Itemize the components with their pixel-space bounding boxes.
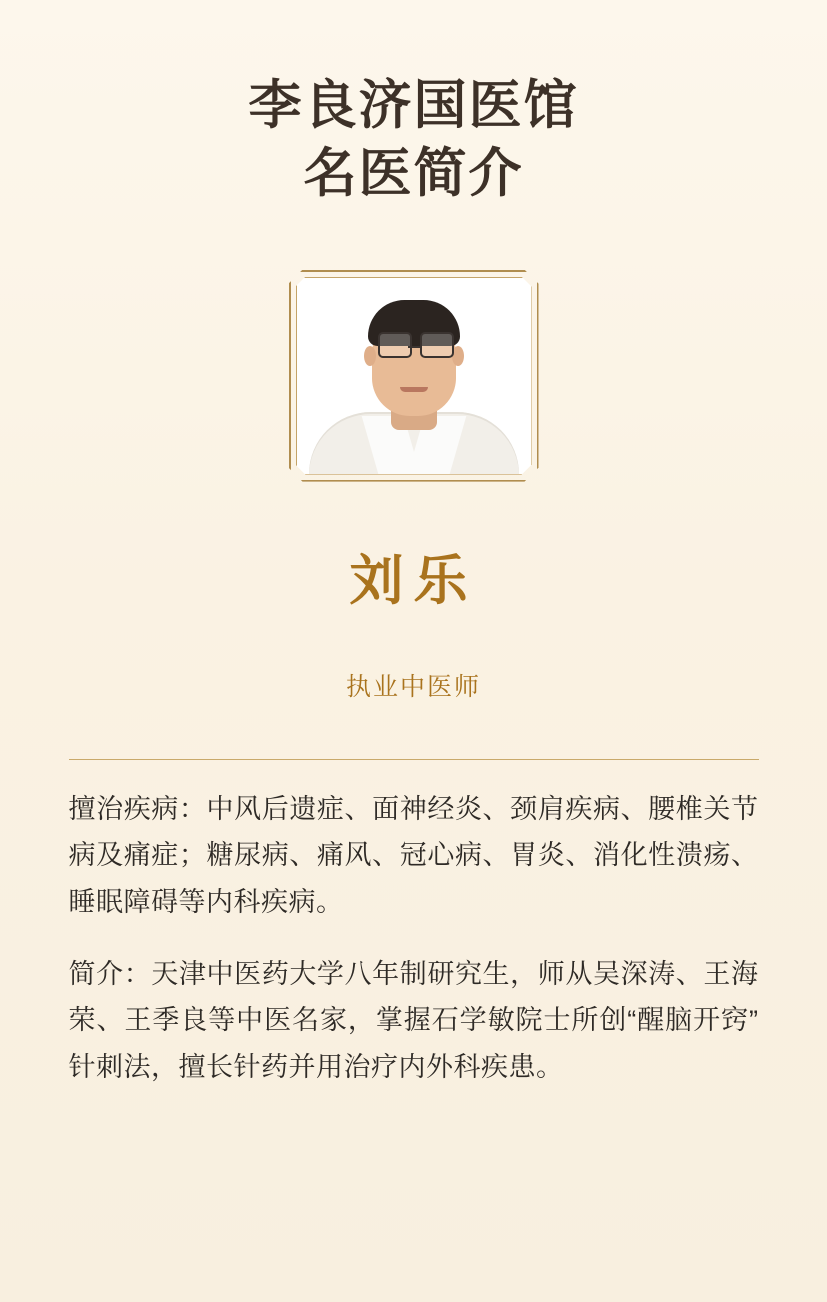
- title-line-secondary: 名医简介: [303, 141, 524, 204]
- doctor-description: [69, 786, 759, 1091]
- frame-inner-border: [296, 277, 532, 475]
- portrait-glasses-right: [420, 332, 454, 358]
- specialties-paragraph: 擅治疾病：中风后遗症、面神经炎、颈肩疾病、腰椎关节病及痛症；糖尿病、痛风、冠心病、胃炎、消化性溃疡、睡眠障碍等内科疾病。: [68, 793, 759, 917]
- doctor-portrait-photo: [297, 278, 531, 474]
- doctor-role: 执业中医师: [345, 672, 481, 701]
- portrait-ear-left: [364, 346, 376, 366]
- page-title: [249, 72, 579, 208]
- portrait-glasses-bridge: [408, 346, 420, 348]
- portrait-mouth: [400, 387, 428, 392]
- portrait-frame: [289, 270, 539, 482]
- doctor-name: 刘乐: [349, 550, 478, 611]
- portrait-glasses-left: [378, 332, 412, 358]
- section-divider: [69, 759, 759, 760]
- title-line-primary: 李良济国医馆: [248, 74, 579, 136]
- biography-paragraph: 简介：天津中医药大学八年制研究生，师从吴深涛、王海荣、王季良等中医名家，掌握石学敏院士所创“醒脑开窍”针刺法，擅长针药并用治疗内外科疾患。: [68, 958, 759, 1082]
